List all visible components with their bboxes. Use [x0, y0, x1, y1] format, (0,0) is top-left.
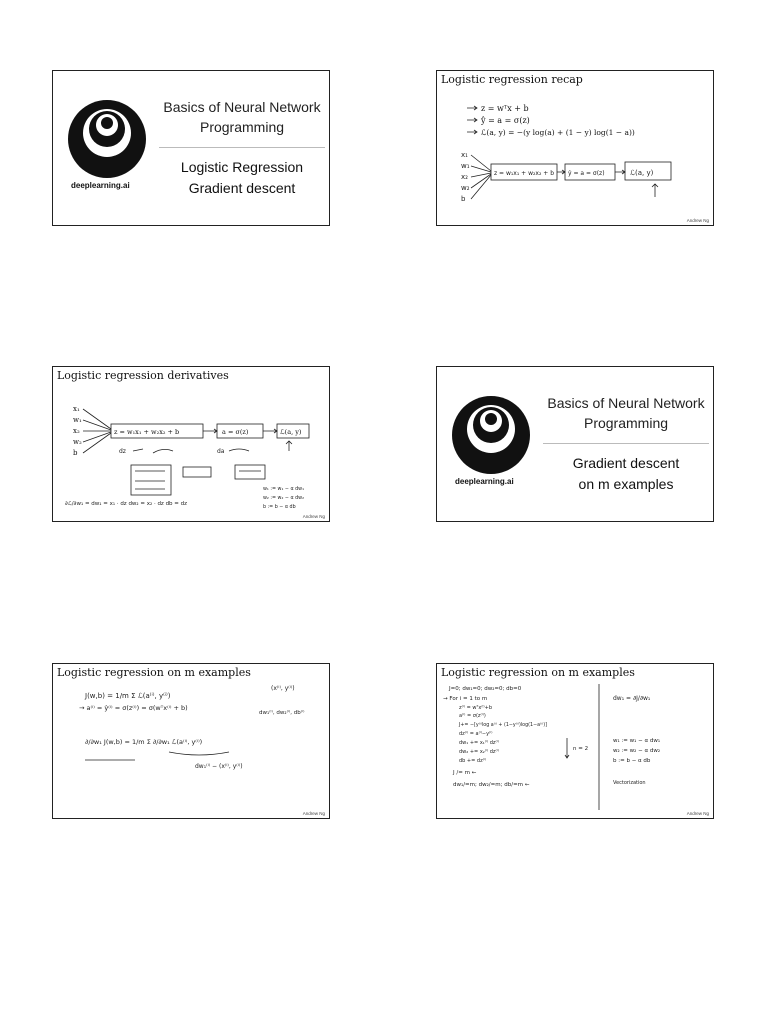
derivatives-diagram: [53, 367, 330, 522]
slide-title-gradient-descent-m: [436, 366, 714, 522]
code-line-5: J+= −[y⁽ⁱ⁾log a⁽ⁱ⁾ + (1−y⁽ⁱ⁾)log(1−a⁽ⁱ⁾)]: [459, 723, 547, 728]
code-line-8: dw₂ += x₂⁽ⁱ⁾ dz⁽ⁱ⁾: [459, 749, 499, 755]
per-example-grads: dw₁⁽ⁱ⁾, dw₂⁽ⁱ⁾, db⁽ⁱ⁾: [259, 710, 305, 716]
update-w1: w₁ := w₁ − α dw₁: [613, 738, 661, 744]
subtitle-line-2: Gradient descent: [188, 180, 296, 196]
author: Andrew Ng: [302, 811, 325, 816]
slide-logistic-regression-recap: [436, 70, 714, 226]
slide-heading: Basics of Neural Network Programming: [547, 395, 705, 431]
input-x2: x₂: [461, 173, 468, 181]
m-examples-algorithm: [437, 664, 714, 819]
box-loss: ℒ(a, y): [280, 428, 302, 436]
subtitle-line-1: Gradient descent: [572, 455, 680, 471]
input-w1: w₁: [461, 162, 470, 170]
training-example: (x⁽ⁱ⁾, y⁽ⁱ⁾): [271, 685, 295, 692]
update-b: b := b − α db: [263, 505, 296, 510]
deeplearning-logo-icon: [67, 99, 147, 179]
author: Andrew Ng: [302, 514, 325, 519]
eq-z: z = wᵀx + b: [481, 104, 529, 113]
code-line-4: a⁽ⁱ⁾ = σ(z⁽ⁱ⁾): [459, 713, 486, 719]
code-line-11: dw₁/=m; dw₂/=m; db/=m ←: [453, 782, 530, 788]
bottom-derivatives: ∂ℒ/∂w₁ = dw₁ = x₁ · dz dw₂ = x₂ · dz db = dz: [65, 501, 188, 507]
slide-title: Logistic regression recap: [441, 73, 583, 86]
code-line-6: dz⁽ⁱ⁾ = a⁽ⁱ⁾−y⁽ⁱ⁾: [459, 731, 493, 737]
gradient-term: dw₁⁽ⁱ⁾ − (x⁽ⁱ⁾, y⁽ⁱ⁾): [195, 763, 243, 770]
deeplearning-logo-icon: [451, 395, 531, 475]
update-w2: w₂ := w₂ − α dw₂: [613, 748, 661, 754]
box-activation: ŷ = a = σ(z): [568, 170, 605, 177]
gradient-dw1: dw₁ = ∂J/∂w₁: [613, 695, 651, 702]
code-line-1: J=0; dw₁=0; dw₂=0; db=0: [449, 686, 522, 692]
divider: [543, 443, 709, 444]
label-da: da: [217, 448, 225, 455]
code-line-2: → For i = 1 to m: [443, 696, 488, 702]
code-line-3: z⁽ⁱ⁾ = wᵀx⁽ⁱ⁾+b: [459, 705, 493, 711]
box-linear: z = w₁x₁ + w₂x₂ + b: [114, 428, 180, 436]
box-linear: z = w₁x₁ + w₂x₂ + b: [494, 170, 555, 177]
n-features: n = 2: [573, 746, 589, 752]
subtitle-line-2: on m examples: [578, 476, 674, 492]
activation-def: → a⁽ⁱ⁾ = ŷ⁽ⁱ⁾ = σ(z⁽ⁱ⁾) = σ(wᵀx⁽ⁱ⁾ + b): [79, 704, 188, 712]
slide-logistic-regression-derivatives: [52, 366, 330, 522]
input-x1: x₁: [73, 405, 80, 413]
eq-yhat: ŷ = a = σ(z): [481, 116, 530, 125]
vectorization-note: Vectorization: [613, 780, 646, 786]
slide-logistic-regression-m-examples: [52, 663, 330, 819]
slide-subtitle: [157, 157, 327, 199]
gradient-def: ∂/∂w₁ J(w,b) = 1/m Σ ∂/∂w₁ ℒ(a⁽ⁱ⁾, y⁽ⁱ⁾): [85, 738, 203, 746]
slide-title: Logistic regression derivatives: [57, 369, 229, 382]
input-w2: w₂: [461, 184, 470, 192]
brand-name: deeplearning.ai: [455, 477, 514, 486]
slide-subtitle: [541, 453, 711, 495]
subtitle-line-1: Logistic Regression: [180, 159, 304, 175]
update-b: b := b − α db: [613, 758, 651, 764]
label-dz: dz: [119, 448, 126, 455]
update-w2: w₂ := w₂ − α dw₂: [263, 496, 305, 501]
m-examples-notes: [53, 664, 330, 819]
box-activation: a = σ(z): [222, 428, 249, 436]
box-loss: ℒ(a, y): [630, 169, 654, 177]
input-b: b: [461, 195, 466, 203]
code-line-7: dw₁ += x₁⁽ⁱ⁾ dz⁽ⁱ⁾: [459, 740, 499, 746]
author: Andrew Ng: [686, 218, 709, 223]
input-x2: x₂: [73, 427, 80, 435]
input-w2: w₂: [73, 438, 82, 446]
input-b: b: [73, 449, 78, 457]
input-x1: x₁: [461, 151, 468, 159]
input-w1: w₁: [73, 416, 82, 424]
author: Andrew Ng: [686, 811, 709, 816]
code-line-9: db += dz⁽ⁱ⁾: [459, 758, 487, 764]
slide-title: Logistic regression on m examples: [57, 666, 251, 679]
brand-name: deeplearning.ai: [71, 181, 130, 190]
code-line-10: J /= m ←: [453, 770, 477, 776]
update-w1: w₁ := w₁ − α dw₁: [263, 487, 305, 492]
slide-title-logistic-regression: [52, 70, 330, 226]
slide-title: Logistic regression on m examples: [441, 666, 635, 679]
slide-logistic-regression-m-examples-code: [436, 663, 714, 819]
cost-function: J(w,b) = 1/m Σ ℒ(a⁽ⁱ⁾, y⁽ⁱ⁾): [85, 692, 171, 700]
recap-diagram: [437, 71, 714, 226]
slide-heading: Basics of Neural Network Programming: [163, 99, 321, 135]
eq-loss: ℒ(a, y) = −(y log(a) + (1 − y) log(1 − a)): [481, 128, 635, 137]
divider: [159, 147, 325, 148]
